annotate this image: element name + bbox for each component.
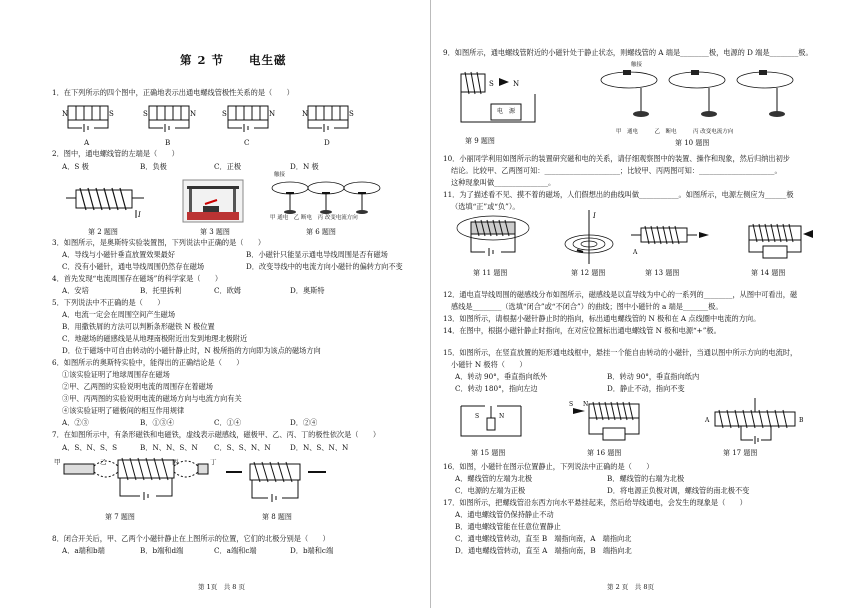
q4-option-a: A．安培	[62, 286, 89, 295]
q6-option-b: B．①③④	[140, 418, 175, 427]
figure-10-oersted	[597, 62, 797, 126]
q10-line-2: 结论。比较甲、乙两图可知：_____________________；比较甲、丙两图可知：_____________________。	[451, 166, 782, 175]
q6-statement-2: ②甲、乙两图的实验说明电流的周围存在着磁场	[62, 382, 213, 391]
figure-3-caption: 第 3 题图	[200, 228, 230, 236]
figure-2-solenoid	[66, 180, 146, 220]
figure-15-caption: 第 15 题图	[471, 449, 506, 457]
q1-label-b: B	[165, 138, 171, 147]
figure-17-caption: 第 17 题图	[723, 449, 758, 457]
figure-14-caption: 第 14 题图	[751, 269, 786, 277]
q12-line-2: 感线是________（选填“闭合”或“不闭合”）的曲线；图中小磁针的 a 端是_______极。	[451, 302, 723, 311]
figure-8-circuit	[222, 458, 332, 508]
q9-stem: 9．如图所示，通电螺线管附近的小磁针处于静止状态，则螺线管的 A 端是________极，电源的 D 端是________极。	[443, 48, 813, 57]
figure-17-suspended-solenoid	[701, 398, 811, 448]
q5-stem: 5．下列说法中不正确的是（ ）	[52, 298, 165, 307]
figure-16-caption: 第 16 题图	[587, 449, 622, 457]
right-page	[431, 0, 860, 608]
q4-stem: 4．首先发现“电流周围存在磁场”的科学家是（ ）	[52, 274, 223, 283]
figure-2-caption: 第 2 题图	[88, 228, 118, 236]
q7-option-a: A．S、N、S、S	[62, 443, 118, 452]
q17-option-d: D．通电螺线管转动，直至 A 端指向南，B 端指向北	[455, 546, 632, 555]
q6-statement-1: ①该实验证明了地球周围存在磁场	[62, 370, 170, 379]
figure-11-caption: 第 11 题图	[473, 269, 508, 277]
q17-option-b: B．通电螺线管能在任意位置静止	[455, 522, 561, 531]
figure-10-top-label: 触接	[631, 62, 643, 68]
q6-option-a: A．②③	[62, 418, 89, 427]
q3-stem: 3．如图所示，是奥斯特实验装置图，下列说法中正确的是（ ）	[52, 238, 266, 247]
q1-figure-b	[143, 102, 195, 132]
q1-figure-c	[222, 102, 274, 132]
q7-pole-jia: 甲	[54, 458, 61, 466]
figure-13-solenoid	[631, 222, 711, 258]
svg-text:S: S	[569, 401, 574, 408]
svg-text:N: N	[190, 110, 197, 118]
q3-option-b: B．小磁针只能显示通电导线周围是否有磁场	[246, 250, 388, 259]
q7-option-c: C．S、S、N、N	[214, 443, 271, 452]
svg-text:I: I	[593, 212, 596, 220]
q15-line-1: 15．如图所示，在竖直放置的矩形通电线框中，悬挂一个能自由转动的小磁针，当通以图中所示方向的电流时，	[443, 348, 798, 357]
figure-12-caption: 第 12 题图	[571, 269, 606, 277]
svg-text:S: S	[143, 110, 148, 118]
svg-text:S: S	[475, 413, 480, 420]
q7-pole-ding: 丁	[210, 458, 217, 466]
figure-13-caption: 第 13 题图	[645, 269, 680, 277]
q6-statement-3: ③甲、丙两图的实验说明电流的磁场方向与电流方向有关	[62, 394, 242, 403]
q2-option-d: D．N 极	[290, 162, 319, 171]
svg-text:A: A	[705, 417, 710, 424]
figure-7-caption: 第 7 题图	[105, 513, 135, 521]
q10-line-3: 这种现象叫做_______________。	[451, 178, 556, 187]
q1-label-c: C	[244, 138, 250, 147]
right-page-footer: 第 2 页 共 8页	[607, 583, 654, 591]
q14-stem: 14．在图中，根据小磁针静止时指向，在对应位置标出通电螺线管 N 极和电源“+”极。	[443, 326, 721, 335]
q7-pole-bing: 丙	[172, 458, 179, 466]
q11-line-1: 11．为了描述看不见、摸不着的磁场，人们假想出的曲线叫做___________。如图所示，电源左侧应为______极	[443, 190, 794, 199]
svg-text:N: N	[583, 401, 589, 408]
q3-option-d: D．改变导线中的电流方向小磁针的偏转方向不变	[246, 262, 403, 271]
q2-option-b: B．负极	[140, 162, 167, 171]
q13-stem: 13．如图所示，请根据小磁针静止时的指向，标出通电螺线管的 N 极和在 A 点线圈中电流的方向。	[443, 314, 761, 323]
q15-option-b: B．转动 90°，垂直指向纸内	[607, 372, 700, 381]
q15-option-d: D．静止不动，指向不变	[607, 384, 685, 393]
q12-line-1: 12．通电直导线周围的磁感线分布如图所示，磁感线是以直导线为中心的一系列的________，从图中可看出，磁	[443, 290, 798, 299]
q4-option-c: C．欧姆	[214, 286, 242, 295]
svg-text:S: S	[489, 80, 494, 88]
q6-statement-4: ④该实验证明了磁极间的相互作用规律	[62, 406, 185, 415]
svg-text:S: S	[349, 110, 354, 118]
q2-stem: 2．图中，通电螺线管的左端是（ ）	[52, 149, 179, 158]
q5-option-b: B．用撒铁屑的方法可以判断条形磁铁 N 极位置	[62, 322, 215, 331]
svg-text:N: N	[62, 110, 69, 118]
figure-14-solenoid	[741, 222, 821, 262]
q7-option-d: D．N、S、N、N	[290, 443, 349, 452]
q16-option-c: C．电源的左端为正极	[455, 486, 526, 495]
svg-text:B: B	[799, 417, 804, 424]
left-page-footer: 第 1页 共 8 页	[198, 583, 245, 591]
svg-text:N: N	[269, 110, 276, 118]
q6-stem: 6．如图所示的奥斯特实验中，能得出的正确结论是（ ）	[52, 358, 244, 367]
q7-stem: 7．在如图所示中，有条形磁铁和电磁铁，虚线表示磁感线，磁极甲、乙、丙、丁的极性依次是（ ）	[52, 430, 381, 439]
q1-figure-d	[302, 102, 354, 132]
section-title: 第 2 节 电生磁	[180, 53, 287, 67]
svg-text:N: N	[302, 110, 309, 118]
q8-option-b: B．b端和d端	[140, 546, 184, 555]
figure-6-top-label: 触接	[274, 172, 286, 178]
figure-10-bottom-labels: 甲 通电 乙 断电 丙 改变电流方向	[616, 129, 734, 135]
q15-option-c: C．转动 180°，指向左边	[455, 384, 538, 393]
q1-stem: 1．在下列所示的四个图中，正确地表示出通电螺线管极性关系的是（ ）	[52, 88, 294, 97]
q1-label-d: D	[324, 138, 330, 147]
figure-10-caption: 第 10 题图	[675, 139, 710, 147]
q5-option-d: D．位于磁场中可自由转动的小磁针静止时，N 极所指的方向即为该点的磁场方向	[62, 346, 321, 355]
q17-option-a: A．通电螺线管仍保持静止不动	[455, 510, 554, 519]
q1-label-a: A	[84, 138, 90, 147]
q2-option-a: A．S 极	[62, 162, 89, 171]
q8-option-d: D．b端和c端	[290, 546, 334, 555]
q7-pole-yi: 乙	[100, 458, 107, 466]
q16-option-a: A．螺线管的左端为北极	[455, 474, 533, 483]
q16-option-d: D．将电源正负极对调，螺线管的南北极不变	[607, 486, 750, 495]
figure-6-bottom-labels: 甲 通电 乙 断电 丙 改变电流方向	[270, 215, 358, 221]
q2-option-c: C．正极	[214, 162, 242, 171]
figure-6-caption: 第 6 题图	[306, 228, 336, 236]
figure-9-caption: 第 9 题图	[465, 137, 495, 145]
figure-9-electromagnet	[455, 64, 545, 132]
svg-text:S: S	[222, 110, 227, 118]
q8-option-c: C．a端和c端	[214, 546, 257, 555]
q4-option-b: B．托里拆利	[140, 286, 182, 295]
q3-option-c: C．没有小磁针，通电导线周围仍然存在磁场	[62, 262, 205, 271]
figure-7-magnets	[60, 456, 210, 508]
q7-option-b: B．N、N、S、N	[140, 443, 198, 452]
q5-option-a: A．电流一定会在周围空间产生磁场	[62, 310, 176, 319]
figure-8-caption: 第 8 题图	[262, 513, 292, 521]
svg-text:I: I	[138, 211, 141, 219]
q3-option-a: A．导线与小磁针垂直放置效果最好	[62, 250, 176, 259]
q16-option-b: B．螺线管的右端为北极	[607, 474, 685, 483]
q16-stem: 16．如图，小磁针在图示位置静止，下列说法中正确的是（ ）	[443, 462, 654, 471]
q10-line-1: 10．小丽同学利用如图所示的装置研究磁和电的关系，请仔细观察图中的装置、操作和现象，然后归纳出初步	[443, 154, 790, 163]
figure-15-frame	[457, 398, 527, 442]
q8-stem: 8．闭合开关后，甲、乙两个小磁针静止在上图所示的位置，它们的北极分别是（ ）	[52, 534, 330, 543]
svg-text:S: S	[109, 110, 114, 118]
q17-option-c: C．通电螺线管转动，直至 B 端指向南，A 端指向北	[455, 534, 632, 543]
q15-option-a: A．转动 90°，垂直指向纸外	[455, 372, 548, 381]
q5-option-c: C．地磁场的磁感线是从地理南极附近出发到地理北极附近	[62, 334, 248, 343]
q17-stem: 17．如图所示，把螺线管沿东西方向水平悬挂起来，然后给导线通电，会发生的现象是（ ）	[443, 498, 747, 507]
q15-line-2: 小磁针 N 极将（ ）	[451, 360, 527, 369]
q8-option-a: A．a端和b端	[62, 546, 105, 555]
figure-9-power-label: 电 源	[497, 108, 516, 115]
q11-line-2: （选填“正”或“负”）。	[451, 202, 520, 211]
figure-16-circuit	[569, 398, 659, 448]
svg-text:N: N	[499, 413, 505, 420]
q6-option-d: D．②④	[290, 418, 318, 427]
q1-figure-a	[62, 102, 114, 132]
svg-text:A: A	[633, 249, 638, 256]
figure-12-wire-field	[559, 210, 619, 264]
figure-3-oersted-photo	[183, 180, 243, 222]
q6-option-c: C．①④	[214, 418, 242, 427]
svg-text:N: N	[513, 80, 520, 88]
figure-11-solenoid	[455, 214, 531, 260]
q4-option-d: D．奥斯特	[290, 286, 325, 295]
